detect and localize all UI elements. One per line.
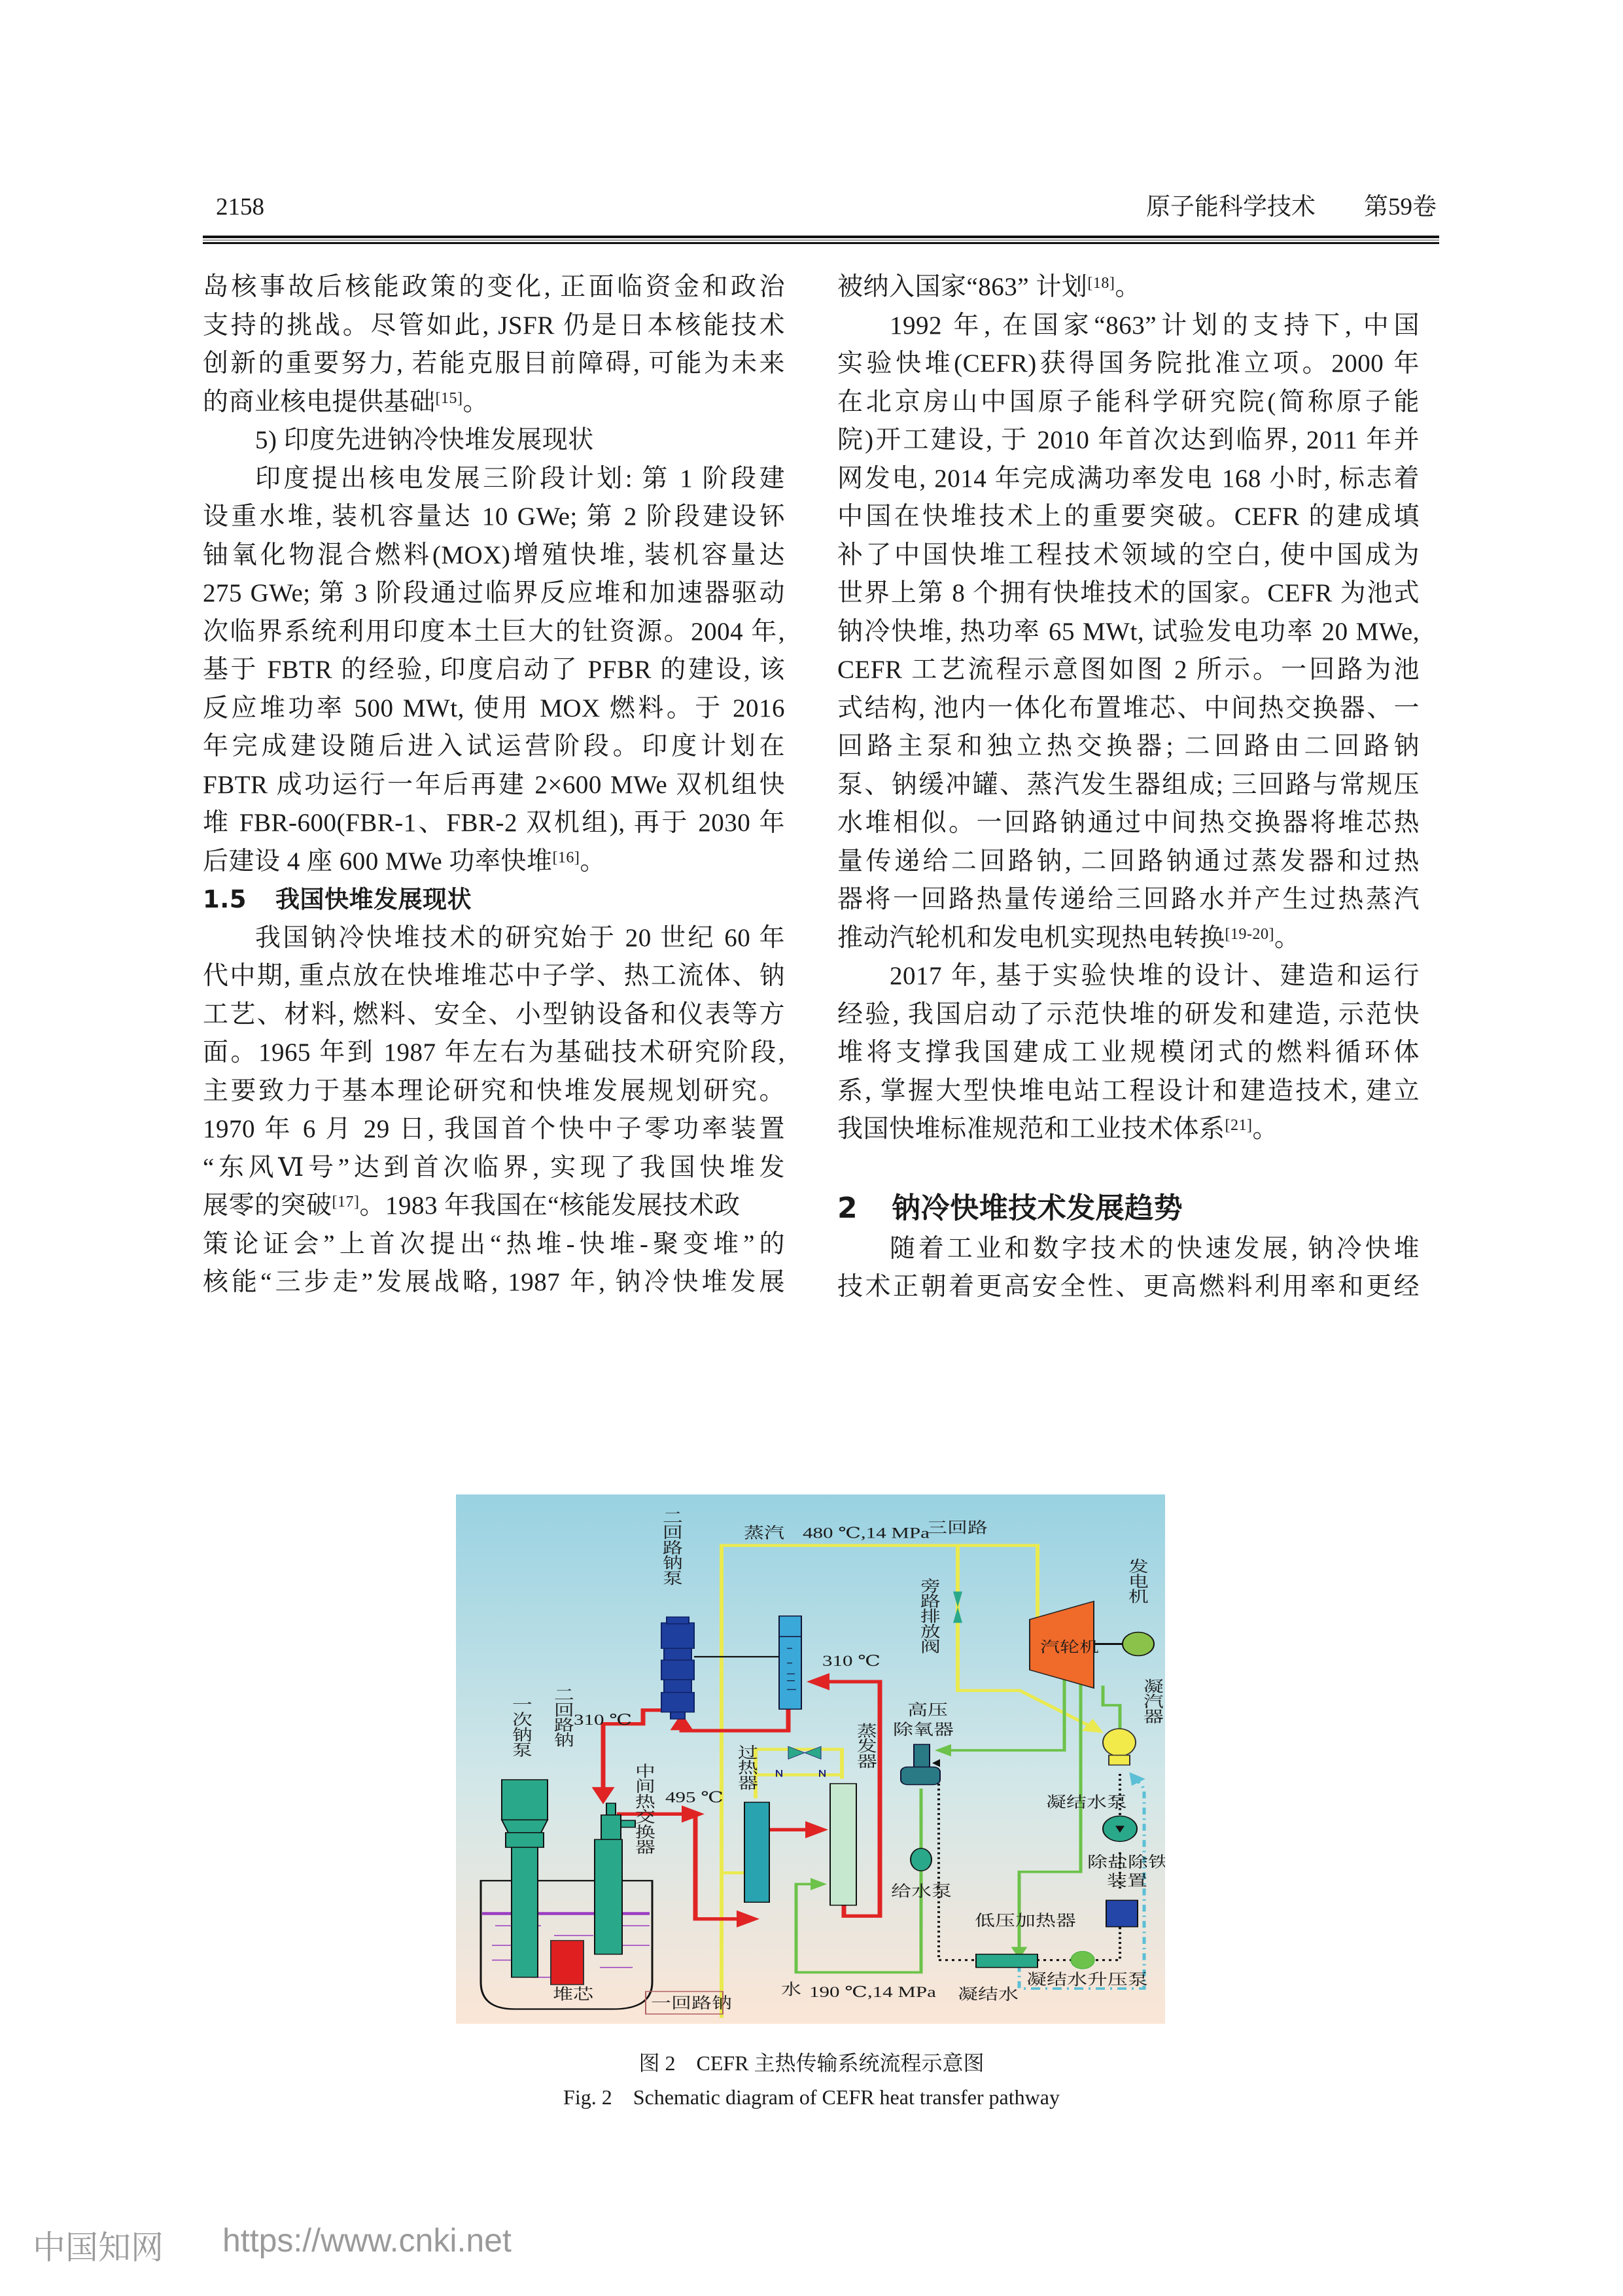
page-number: 2158 [216,194,264,221]
text-line: FBTR 成功运行一年后再建 2×600 MWe 双机组快 [203,770,785,799]
evaporator [830,1784,856,1905]
journal-name: 原子能科学技术 [1146,194,1316,221]
text-line: 堆 FBR-600(FBR-1、FBR-2 双机组), 再于 2030 年 [203,809,785,837]
lp-heater [976,1954,1038,1968]
label-feed-pump: 给水泵 [891,1882,952,1900]
text-line: 代中期, 重点放在快堆堆芯中子学、热工流体、钠 [203,962,785,990]
citation[interactable]: [17] [332,1193,360,1210]
text-line: 反应堆功率 500 MWt, 使用 MOX 燃料。于 2016 [203,694,785,722]
text-line: 铀氧化物混合燃料(MOX)增殖快堆, 装机容量达 [203,540,785,569]
text-line: 的商业核电提供基础[15]。 [203,387,489,416]
watermark-site-name: 中国知网 [33,2229,164,2266]
condensate-booster-pump [1071,1951,1094,1969]
text-line: 式结构, 池内一体化布置堆芯、中间热交换器、一 [837,694,1420,722]
figure-caption-cn: 图 2 CEFR 主热传输系统流程示意图 [638,2051,985,2075]
text-line: 回路主泵和独立热交换器; 二回路由二回路钠 [837,732,1420,760]
text-line: 随着工业和数字技术的快速发展, 钠冷快堆 [890,1234,1420,1263]
text-line: 1992 年, 在国家“863”计划的支持下, 中国 [890,311,1420,340]
text-line: 基于 FBTR 的经验, 印度启动了 PFBR 的建设, 该 [203,656,785,684]
paragraph-china [203,919,785,1302]
label-secondary-sodium: 二回路钠 [551,1686,573,1748]
label-condensate: 凝结水 [958,1986,1019,2003]
label-tertiary-loop: 三回路 [927,1519,988,1536]
label-turbine: 汽轮机 [1040,1638,1099,1656]
text-line: 补了中国快堆工程技术领域的空白, 使中国成为 [837,540,1420,569]
condensate-pump [1103,1816,1137,1841]
paragraph-demo-reactor [837,957,1420,1149]
text-line: 技术正朝着更高安全性、更高燃料利用率和更经 [837,1273,1420,1301]
label-ihx: 中间热交换器 [632,1763,654,1854]
text-line: 工艺、材料, 燃料、安全、小型钠设备和仪表等方 [203,1000,785,1029]
text-line: 后建设 4 座 600 MWe 功率快堆[16]。 [203,847,606,875]
citation[interactable]: [16] [552,849,580,866]
schematic-diagram [456,1494,1165,2024]
label-temp-310-left: 310 ℃ [574,1711,632,1729]
header-rule-top [203,236,1439,238]
label-condensate-pump: 凝结水泵 [1046,1793,1127,1810]
paragraph-trends [837,1230,1420,1307]
text-line: 面。1965 年到 1987 年左右为基础技术研究阶段, [203,1038,785,1067]
header-rule-bottom [203,242,1439,244]
label-condensate-booster: 凝结水升压泵 [1026,1971,1148,1988]
text-line: 设重水堆, 装机容量达 10 GWe; 第 2 阶段建设钚 [203,503,785,531]
citation[interactable]: [21] [1225,1117,1253,1134]
label-demin-2: 装置 [1107,1872,1147,1889]
generator [1123,1632,1154,1655]
figure-cefr-schematic [456,1494,1165,2024]
text-line: 主要致力于基本理论研究和快堆发展规划研究。 [203,1076,785,1105]
label-water: 水 [781,1981,801,1998]
text-line: 院)开工建设, 于 2010 年首次达到临界, 2011 年并 [837,426,1420,454]
label-superheater: 过热器 [735,1744,757,1790]
text-line: 钠冷快堆, 热功率 65 MWt, 试验发电功率 20 MWe, [837,617,1420,646]
label-bypass-valve: 旁路排放阀 [917,1578,939,1654]
text-line: 网发电, 2014 年完成满功率发电 168 小时, 标志着 [837,464,1420,493]
text-line: 推动汽轮机和发电机实现热电转换[19-20]。 [837,923,1300,952]
header-rule-gray [203,239,1439,241]
paragraph-cefr [837,307,1420,958]
label-generator: 发电机 [1125,1558,1147,1604]
text-line: 泵、钠缓冲罐、蒸汽发生器组成; 三回路与常规压 [837,770,1420,799]
label-core: 堆芯 [553,1986,593,2003]
label-hp-deaerator-1: 高压 [907,1701,948,1719]
watermark-url[interactable]: https://www.cnki.net [222,2222,512,2259]
label-temp-310-right: 310 ℃ [822,1652,881,1670]
text-line: 器将一回路热量传递给三回路水并产生过热蒸汽 [837,885,1420,913]
label-condenser: 凝汽器 [1140,1678,1162,1724]
citation[interactable]: [18] [1087,275,1115,292]
label-lp-heater: 低压加热器 [975,1912,1076,1930]
citation[interactable]: [19-20] [1225,925,1274,943]
text-line: 275 GWe; 第 3 阶段通过临界反应堆和加速器驱动 [203,579,785,607]
text-line: 水堆相似。一回路钠通过中间热交换器将堆芯热 [837,809,1420,837]
text-line: 岛核事故后核能政策的变化, 正面临资金和政治 [203,273,785,301]
text-line: 堆将支撑我国建成工业规模闭式的燃料循环体 [837,1038,1420,1067]
text-line: 被纳入国家“863” 计划[18]。 [837,273,1141,301]
left-column [203,268,785,1302]
text-line: 次临界系统利用印度本土巨大的钍资源。2004 年, [203,617,785,646]
text-line: “东风Ⅵ号”达到首次临界, 实现了我国快堆发 [203,1153,785,1182]
label-evaporator: 蒸发器 [854,1723,876,1769]
text-line: 量传递给二回路钠, 二回路钠通过蒸发器和过热 [837,847,1420,875]
text-line: 我国钠冷快堆技术的研究始于 20 世纪 60 年 [255,923,785,952]
label-steam: 蒸汽 [744,1525,784,1542]
reactor-core [551,1941,584,1985]
section-heading-2: 2 钠冷快堆技术发展趋势 [837,1191,1183,1225]
text-line: 核能“三步走”发展战略, 1987 年, 钠冷快堆发展 [203,1268,785,1296]
secondary-sodium-pump [661,1617,694,1719]
text-line: 支持的挑战。尽管如此, JSFR 仍是日本核能技术 [203,311,785,340]
sodium-buffer-tank [779,1616,801,1709]
label-primary-pump: 一次钠泵 [509,1696,531,1757]
superheater [744,1802,769,1902]
right-column [837,268,1420,1307]
text-line: 经验, 我国启动了示范快堆的研发和建造, 示范快 [837,1000,1420,1029]
text-line: 印度提出核电发展三阶段计划: 第 1 阶段建 [255,464,785,493]
text-line: 世界上第 8 个拥有快堆技术的国家。CEFR 为池式 [837,579,1420,607]
text-line: 展零的突破[17]。1983 年我国在“核能发展技术政 [203,1192,741,1220]
text-line: CEFR 工艺流程示意图如图 2 所示。一回路为池 [837,656,1420,684]
text-line: 1970 年 6 月 29 日, 我国首个快中子零功率装置 [203,1115,785,1143]
text-line: 系, 掌握大型快堆电站工程设计和建造技术, 建立 [837,1076,1420,1105]
label-demin-1: 除盐除铁 [1087,1853,1165,1871]
label-primary-sodium: 一回路钠 [651,1994,732,2012]
text-line: 策论证会”上首次提出“热堆-快堆-聚变堆”的 [203,1229,785,1258]
text-line: 2017 年, 基于实验快堆的设计、建造和运行 [890,962,1420,990]
section-heading-1-5: 1.5 我国快堆发展现状 [203,885,472,913]
subheading-india: 5) 印度先进钠冷快堆发展现状 [255,426,594,454]
label-temp-495: 495 ℃ [665,1789,724,1806]
paragraph-japan-end [203,268,785,421]
text-line: 我国快堆标准规范和工业技术体系[21]。 [837,1115,1279,1143]
feed-pump [911,1848,932,1871]
text-line: 在北京房山中国原子能科学研究院(简称原子能 [837,387,1420,416]
text-line: 中国在快堆技术上的重要突破。CEFR 的建成填 [837,503,1420,531]
text-line: 创新的重要努力, 若能克服目前障碍, 可能为未来 [203,349,785,378]
figure-caption-en: Fig. 2 Schematic diagram of CEFR heat transfer pathway [563,2085,1060,2109]
label-steam-conditions: 480 ℃,14 MPa [803,1525,930,1542]
citation[interactable]: [15] [435,389,463,407]
text-line: 年完成建设随后进入试运营阶段。印度计划在 [203,732,785,760]
text-line: 实验快堆(CEFR)获得国务院批准立项。2000 年 [837,349,1420,378]
label-secondary-pump: 二回路钠泵 [659,1509,682,1585]
paragraph-india [203,460,785,881]
volume-number: 第59卷 [1364,194,1437,221]
label-water-conditions: 190 ℃,14 MPa [809,1983,936,2000]
demineralizer [1106,1900,1138,1926]
label-hp-deaerator-2: 除氧器 [893,1721,954,1739]
